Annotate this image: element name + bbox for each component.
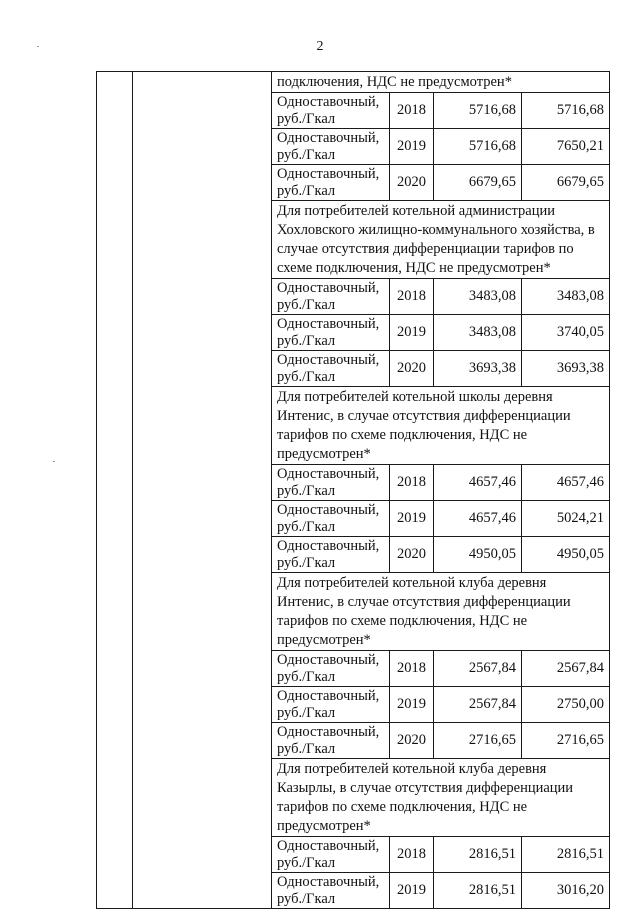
year-cell: 2018 bbox=[390, 651, 434, 687]
scan-speck bbox=[37, 46, 39, 47]
first-half-tariff-cell: 5716,68 bbox=[434, 93, 522, 129]
second-half-tariff-cell: 2716,65 bbox=[522, 723, 610, 759]
first-half-tariff-cell: 2816,51 bbox=[434, 837, 522, 873]
tariff-type-cell: Одноставочный, руб./Гкал bbox=[272, 465, 390, 501]
second-half-tariff-cell: 2750,00 bbox=[522, 687, 610, 723]
year-cell: 2020 bbox=[390, 537, 434, 573]
year-cell: 2019 bbox=[390, 873, 434, 909]
first-half-tariff-cell: 2567,84 bbox=[434, 687, 522, 723]
year-cell: 2020 bbox=[390, 723, 434, 759]
tariff-type-cell: Одноставочный, руб./Гкал bbox=[272, 279, 390, 315]
second-half-tariff-cell: 7650,21 bbox=[522, 129, 610, 165]
tariff-type-cell: Одноставочный, руб./Гкал bbox=[272, 315, 390, 351]
second-half-tariff-cell: 3483,08 bbox=[522, 279, 610, 315]
second-half-tariff-cell: 2816,51 bbox=[522, 837, 610, 873]
tariff-type-cell: Одноставочный, руб./Гкал bbox=[272, 501, 390, 537]
tariff-type-cell: Одноставочный, руб./Гкал bbox=[272, 651, 390, 687]
second-half-tariff-cell: 5716,68 bbox=[522, 93, 610, 129]
first-half-tariff-cell: 2816,51 bbox=[434, 873, 522, 909]
second-half-tariff-cell: 3693,38 bbox=[522, 351, 610, 387]
second-half-tariff-cell: 2567,84 bbox=[522, 651, 610, 687]
year-cell: 2019 bbox=[390, 315, 434, 351]
second-half-tariff-cell: 6679,65 bbox=[522, 165, 610, 201]
first-half-tariff-cell: 2567,84 bbox=[434, 651, 522, 687]
year-cell: 2020 bbox=[390, 165, 434, 201]
tariff-type-cell: Одноставочный, руб./Гкал bbox=[272, 93, 390, 129]
page-number: 2 bbox=[316, 39, 324, 54]
first-half-tariff-cell: 3483,08 bbox=[434, 315, 522, 351]
number-column-cell bbox=[97, 72, 133, 909]
group-heading-row bbox=[97, 72, 610, 93]
first-half-tariff-cell: 4950,05 bbox=[434, 537, 522, 573]
first-half-tariff-cell: 6679,65 bbox=[434, 165, 522, 201]
first-half-tariff-cell: 4657,46 bbox=[434, 465, 522, 501]
tariff-type-cell: Одноставочный, руб./Гкал bbox=[272, 873, 390, 909]
consumer-group-heading: Для потребителей котельной клуба деревня Интенис, в случае отсутствия дифференциации тарифов по схеме подключения, НДС не предусмотрен* bbox=[272, 573, 610, 651]
year-cell: 2018 bbox=[390, 279, 434, 315]
second-half-tariff-cell: 3016,20 bbox=[522, 873, 610, 909]
first-half-tariff-cell: 3693,38 bbox=[434, 351, 522, 387]
organization-column-cell bbox=[133, 72, 272, 909]
year-cell: 2019 bbox=[390, 129, 434, 165]
year-cell: 2020 bbox=[390, 351, 434, 387]
year-cell: 2019 bbox=[390, 687, 434, 723]
second-half-tariff-cell: 4950,05 bbox=[522, 537, 610, 573]
consumer-group-heading: Для потребителей котельной администрации Хохловского жилищно-коммунального хозяйства, в случае отсутствия дифференциации тарифов по схеме подключения, НДС не предусмотрен* bbox=[272, 201, 610, 279]
year-cell: 2018 bbox=[390, 93, 434, 129]
consumer-group-heading: Для потребителей котельной клуба деревня Казырлы, в случае отсутствия дифференциации тарифов по схеме подключения, НДС не предусмотрен* bbox=[272, 759, 610, 837]
first-half-tariff-cell: 4657,46 bbox=[434, 501, 522, 537]
tariff-type-cell: Одноставочный, руб./Гкал bbox=[272, 351, 390, 387]
year-cell: 2019 bbox=[390, 501, 434, 537]
tariff-type-cell: Одноставочный, руб./Гкал bbox=[272, 537, 390, 573]
consumer-group-heading: подключения, НДС не предусмотрен* bbox=[272, 72, 610, 93]
tariff-table bbox=[96, 71, 610, 909]
first-half-tariff-cell: 5716,68 bbox=[434, 129, 522, 165]
second-half-tariff-cell: 5024,21 bbox=[522, 501, 610, 537]
first-half-tariff-cell: 2716,65 bbox=[434, 723, 522, 759]
year-cell: 2018 bbox=[390, 837, 434, 873]
tariff-type-cell: Одноставочный, руб./Гкал bbox=[272, 837, 390, 873]
second-half-tariff-cell: 3740,05 bbox=[522, 315, 610, 351]
tariff-type-cell: Одноставочный, руб./Гкал bbox=[272, 165, 390, 201]
consumer-group-heading: Для потребителей котельной школы деревня Интенис, в случае отсутствия дифференциации тарифов по схеме подключения, НДС не предусмотрен* bbox=[272, 387, 610, 465]
tariff-type-cell: Одноставочный, руб./Гкал bbox=[272, 723, 390, 759]
first-half-tariff-cell: 3483,08 bbox=[434, 279, 522, 315]
tariff-type-cell: Одноставочный, руб./Гкал bbox=[272, 129, 390, 165]
tariff-type-cell: Одноставочный, руб./Гкал bbox=[272, 687, 390, 723]
scan-speck bbox=[53, 461, 55, 462]
year-cell: 2018 bbox=[390, 465, 434, 501]
second-half-tariff-cell: 4657,46 bbox=[522, 465, 610, 501]
